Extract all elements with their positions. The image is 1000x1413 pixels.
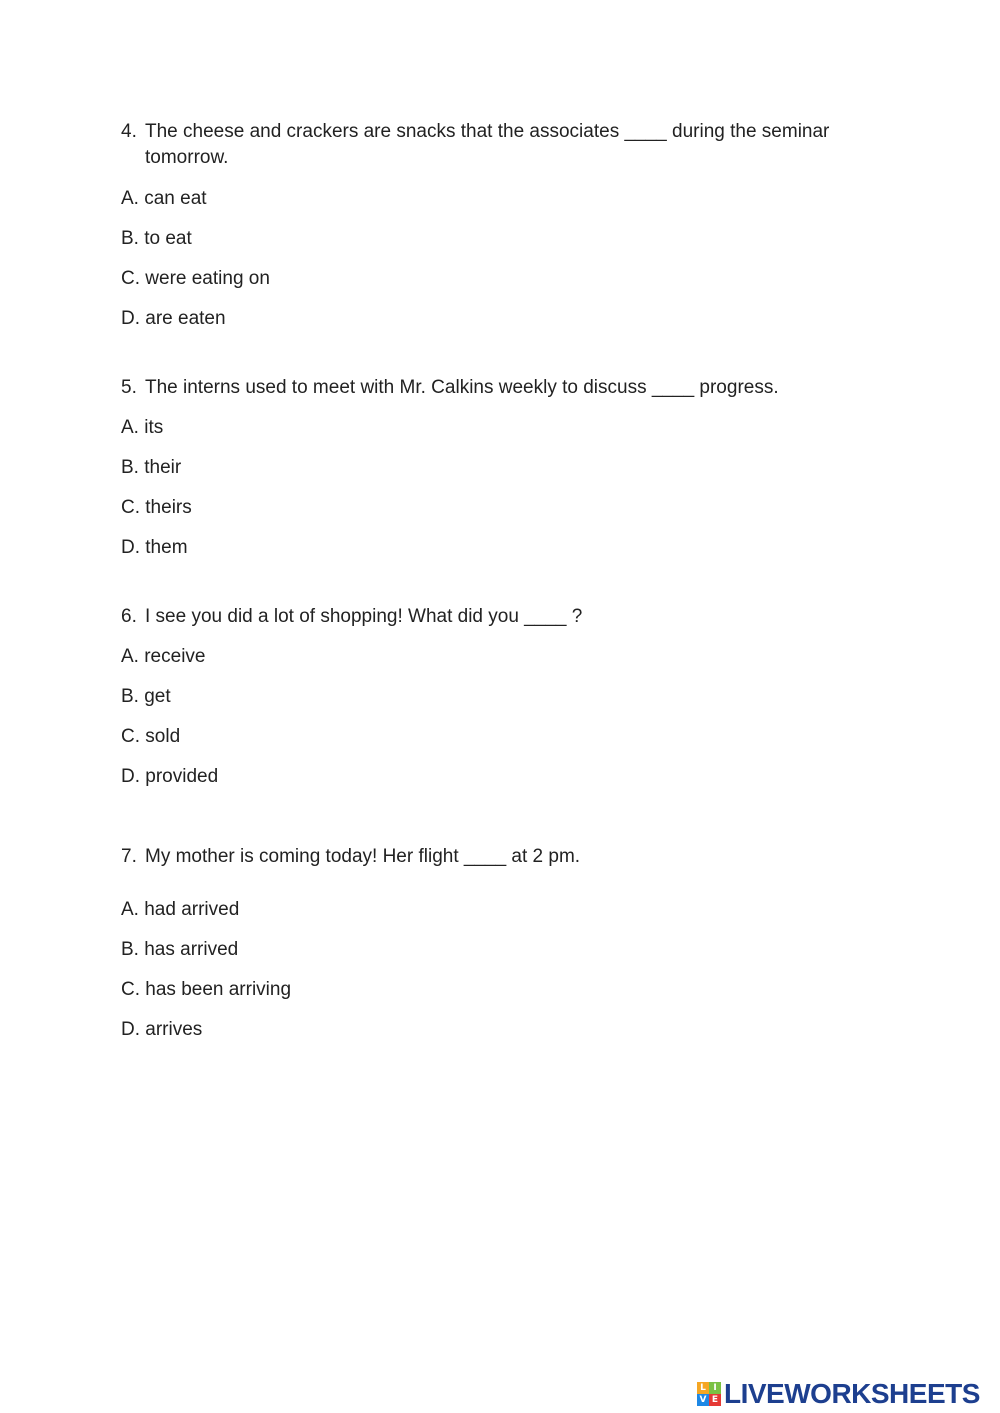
option-b[interactable]: B. has arrived bbox=[121, 939, 239, 960]
question-6 bbox=[121, 604, 881, 630]
question-4 bbox=[121, 119, 881, 171]
option-a[interactable]: A. its bbox=[121, 417, 164, 438]
brand-name: LIVEWORKSHEETS bbox=[724, 1378, 980, 1409]
question-text: My mother is coming today! Her flight ____ at 2 pm. bbox=[145, 846, 581, 867]
option-c[interactable]: C. theirs bbox=[121, 497, 192, 518]
question-number: 5. bbox=[121, 377, 137, 398]
option-d[interactable]: D. arrives bbox=[121, 1019, 203, 1040]
option-b[interactable]: B. their bbox=[121, 457, 182, 478]
option-c[interactable]: C. has been arriving bbox=[121, 979, 292, 1000]
option-d[interactable]: D. are eaten bbox=[121, 308, 226, 329]
question-number: 4. bbox=[121, 121, 137, 142]
liveworksheets-logo-icon: L I V E bbox=[697, 1382, 721, 1406]
question-7 bbox=[121, 844, 881, 870]
liveworksheets-brand bbox=[697, 1379, 980, 1409]
question-number: 7. bbox=[121, 846, 137, 867]
question-text: The interns used to meet with Mr. Calkins weekly to discuss ____ progress. bbox=[145, 377, 779, 398]
question-number: 6. bbox=[121, 606, 137, 627]
option-d[interactable]: D. provided bbox=[121, 766, 219, 787]
question-text: I see you did a lot of shopping! What did you ____ ? bbox=[145, 606, 583, 627]
option-b[interactable]: B. get bbox=[121, 686, 171, 707]
question-text: The cheese and crackers are snacks that the associates ____ during the seminar tomorrow. bbox=[145, 121, 830, 168]
option-a[interactable]: A. receive bbox=[121, 646, 206, 667]
option-c[interactable]: C. were eating on bbox=[121, 268, 270, 289]
option-a[interactable]: A. can eat bbox=[121, 188, 207, 209]
option-b[interactable]: B. to eat bbox=[121, 228, 192, 249]
option-c[interactable]: C. sold bbox=[121, 726, 181, 747]
question-5 bbox=[121, 375, 881, 401]
option-a[interactable]: A. had arrived bbox=[121, 899, 240, 920]
option-d[interactable]: D. them bbox=[121, 537, 188, 558]
